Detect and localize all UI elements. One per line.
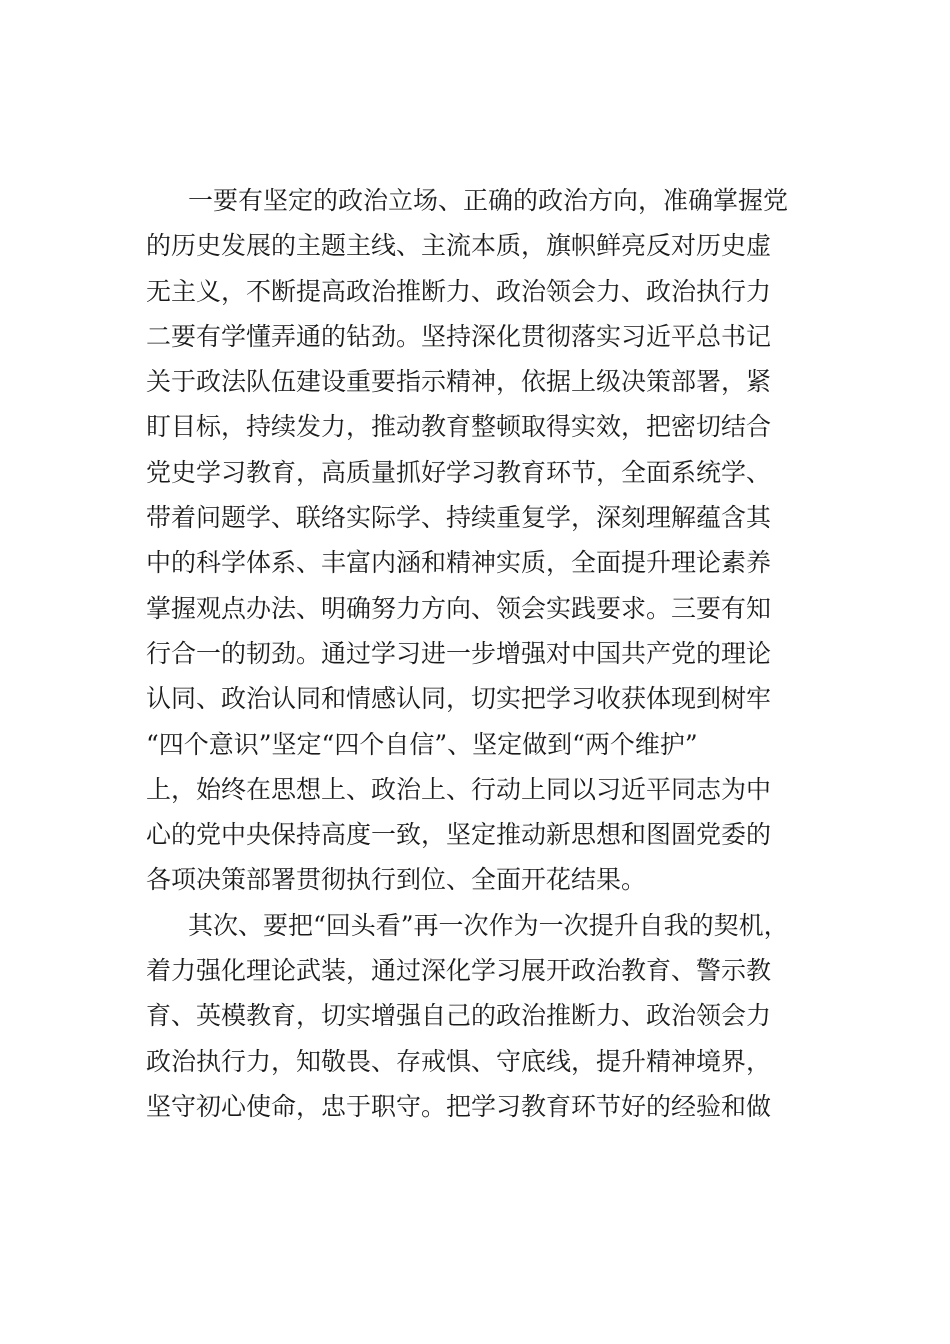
- text-line: 坚守初心使命，忠于职守。把学习教育环节好的经验和做: [146, 1091, 772, 1121]
- text-line: 盯目标，持续发力，推动教育整顿取得实效，把密切结合: [146, 412, 772, 442]
- text-line: 关于政法队伍建设重要指示精神，依据上级决策部署，紧: [146, 367, 772, 397]
- text-line: 行合一的韧劲。通过学习进一步增强对中国共产党的理论: [146, 638, 772, 668]
- text-line: 一要有坚定的政治立场、正确的政治方向，准确掌握党: [188, 186, 789, 215]
- text-line: 的历史发展的主题主线、主流本质，旗帜鲜亮反对历史虚: [146, 231, 772, 261]
- text-line: 心的党中央保持高度一致，坚定推动新思想和图圄党委的: [146, 820, 772, 850]
- text-line: 二要有学懂弄通的钻劲。坚持深化贯彻落实习近平总书记: [146, 321, 772, 351]
- body-text: [146, 178, 846, 1129]
- text-line: 党史学习教育，高质量抓好学习教育环节，全面系统学、: [146, 457, 772, 487]
- text-line: 掌握观点办法、明确努力方向、领会实践要求。三要有知: [146, 593, 772, 623]
- text-line: 无主义，不断提高政治推断力、政治领会力、政治执行力: [146, 276, 772, 306]
- text-line: 上，始终在思想上、政治上、行动上同以习近平同志为中: [146, 774, 772, 804]
- text-line: 中的科学体系、丰富内涵和精神实质，全面提升理论素养: [146, 548, 772, 578]
- text-line: 各项决策部署贯彻执行到位、全面开花结果。: [146, 865, 647, 895]
- text-line: 着力强化理论武装，通过深化学习展开政治教育、警示教: [146, 956, 772, 986]
- text-line: 育、英模教育，切实增强自己的政治推断力、政治领会力: [146, 1001, 772, 1031]
- text-line: 带着问题学、联络实际学、持续重复学，深刻理解蕴含其: [146, 503, 772, 533]
- text-line: 其次、要把“回头看”再一次作为一次提升自我的契机，: [188, 910, 789, 940]
- text-line: 政治执行力，知敬畏、存戒惧、守底线，提升精神境界，: [146, 1046, 772, 1076]
- text-line: “四个意识”坚定“四个自信”、坚定做到“两个维护”: [146, 729, 698, 759]
- text-line: 认同、政治认同和情感认同，切实把学习收获体现到树牢: [146, 684, 772, 714]
